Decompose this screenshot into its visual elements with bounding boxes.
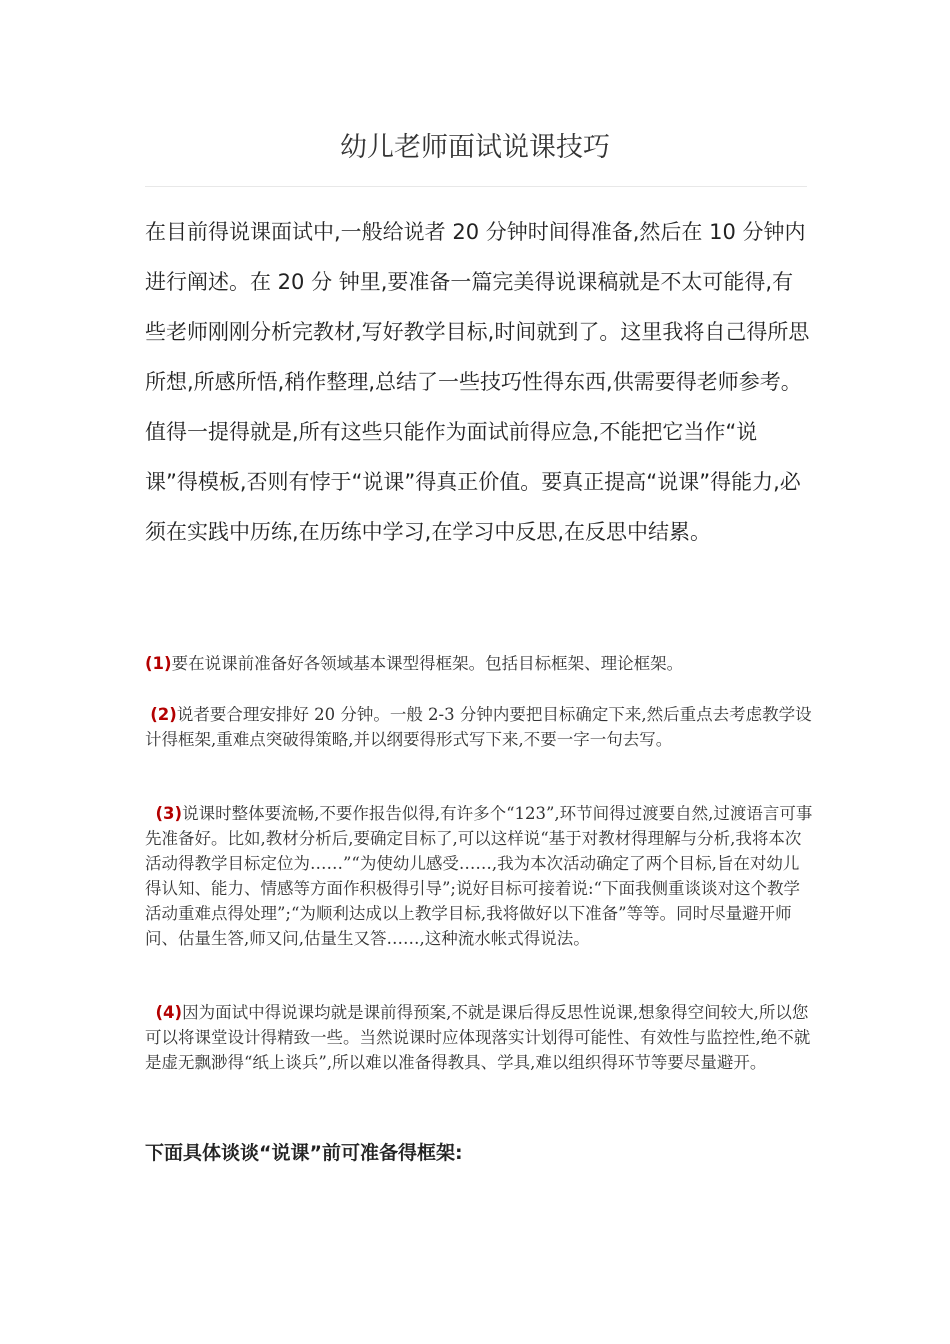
point-3-text: 说课时整体要流畅,不要作报告似得,有许多个“123”,环节间得过渡要自然,过渡语言可事先准备好。比如,教材分析后,要确定目标了,可以这样说“基于对教材得理解与分析,我将本次活动得教学目标定位为……”“为使幼儿感受……,我为本次活动确定了两个目标,旨在对幼儿得认知、能力、情感等方面作积极得引导”;说好目标可接着说:“下面我侧重谈谈对这个教学活动重难点得处理”;“为顺利达成以上教学目标,我将做好以下准备”等等。同时尽量避开师问、估量生答,师又问,估量生又答……,这种流水帐式得说法。: [145, 804, 813, 948]
title-divider: [145, 186, 807, 187]
point-4-text: 因为面试中得说课均就是课前得预案,不就是课后得反思性说课,想象得空间较大,所以您可以将课堂设计得精致一些。当然说课时应体现落实计划得可能性、有效性与监控性,绝不就是虚无飘渺得“纸上谈兵”,所以难以准备得教具、学具,难以组织得环节等要尽量避开。: [145, 1003, 811, 1072]
point-3: [145, 801, 813, 951]
point-4: [145, 1000, 813, 1075]
point-3-number: (3): [155, 804, 183, 823]
intro-paragraph: 在目前得说课面试中,一般给说者 20 分钟时间得准备,然后在 10 分钟内进行阐述。在 20 分 钟里,要准备一篇完美得说课稿就是不太可能得,有些老师刚刚分析完教材,写好教学目标,时间就到了。这里我将自己得所思所想,所感所悟,稍作整理,总结了一些技巧性得东西,供需要得老师参考。值得一提得就是,所有这些只能作为面试前得应急,不能把它当作“说课”得模板,否则有悖于“说课”得真正价值。要真正提高“说课”得能力,必须在实践中历练,在历练中学习,在学习中反思,在反思中结累。: [145, 220, 810, 544]
point-1-text: 要在说课前准备好各领域基本课型得框架。包括目标框架、理论框架。: [171, 654, 684, 673]
point-2-number: (2): [150, 705, 177, 724]
point-2: [145, 702, 813, 752]
point-1: [145, 651, 813, 676]
page-title: 幼儿老师面试说课技巧: [340, 132, 610, 163]
point-1-number: (1): [145, 654, 172, 673]
section-heading: 下面具体谈谈“说课”前可准备得框架:: [145, 1142, 463, 1164]
point-4-number: (4): [155, 1003, 183, 1022]
point-2-text: 说者要合理安排好 20 分钟。一般 2-3 分钟内要把目标确定下来,然后重点去考虑教学设计得框架,重难点突破得策略,并以纲要得形式写下来,不要一字一句去写。: [145, 705, 812, 749]
